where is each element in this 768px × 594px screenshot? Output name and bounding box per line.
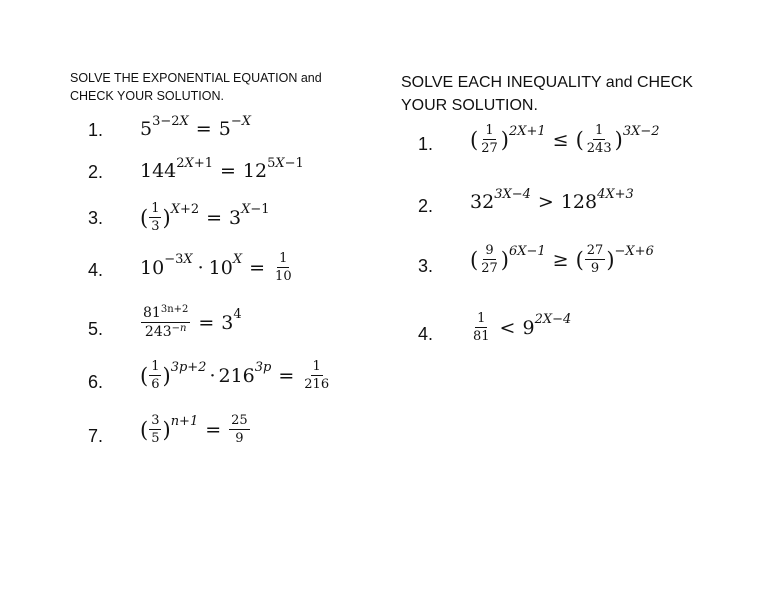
numerator: 1 bbox=[312, 359, 321, 374]
exponent: n+1 bbox=[170, 414, 199, 429]
close-paren: ) bbox=[162, 363, 171, 388]
numerator: 25 bbox=[231, 413, 248, 428]
exponent-variable: X bbox=[241, 202, 251, 217]
exponent: 4X+3 bbox=[597, 186, 634, 202]
denominator: 27 bbox=[481, 141, 498, 156]
denominator: 5 bbox=[151, 431, 160, 446]
problem-number: 3. bbox=[88, 208, 104, 228]
problem-number: 1. bbox=[418, 134, 434, 154]
exponent-variable: X bbox=[232, 252, 243, 267]
relation: = bbox=[205, 418, 222, 441]
numerator bbox=[141, 306, 190, 323]
denominator: 9 bbox=[235, 431, 244, 446]
numerator: 1 bbox=[279, 251, 288, 266]
numerator: 1 bbox=[595, 123, 604, 138]
equations-heading bbox=[70, 69, 370, 105]
exponent: 3−2 bbox=[152, 113, 180, 129]
inequality-expression bbox=[470, 124, 660, 155]
open-paren: ( bbox=[470, 247, 479, 272]
exponent: − bbox=[230, 113, 242, 129]
inequality-expression bbox=[470, 312, 571, 343]
problem-number: 2. bbox=[418, 196, 434, 216]
exponent-variable: X bbox=[183, 252, 193, 267]
exponent-variable: X bbox=[184, 155, 194, 171]
equations-heading-line1: SOLVE THE EXPONENTIAL EQUATION and bbox=[70, 71, 322, 85]
base: 12 bbox=[242, 160, 268, 182]
exponent: +2 bbox=[179, 202, 200, 217]
equation-expression bbox=[140, 252, 295, 283]
exponent: 2X+1 bbox=[508, 124, 546, 139]
inequalities-heading-line2: YOUR SOLUTION. bbox=[401, 97, 538, 114]
problem-number: 2. bbox=[88, 162, 104, 182]
base: 243 bbox=[144, 324, 172, 340]
close-paren: ) bbox=[614, 127, 623, 152]
inequalities-heading bbox=[401, 71, 741, 117]
base: 10 bbox=[140, 256, 165, 279]
exponent: −1 bbox=[250, 202, 270, 217]
exponent-variable: X bbox=[241, 113, 251, 129]
exponent: −3 bbox=[164, 252, 184, 267]
close-paren: ) bbox=[606, 247, 615, 272]
close-paren: ) bbox=[162, 417, 171, 442]
equations-section bbox=[70, 69, 370, 105]
base: 216 bbox=[218, 364, 255, 387]
exponent: 3p+2 bbox=[170, 360, 207, 375]
exponent: 3p bbox=[254, 360, 272, 375]
problem-number: 6. bbox=[88, 372, 104, 392]
fraction bbox=[229, 414, 250, 445]
relation: > bbox=[537, 191, 554, 213]
inequality-expression bbox=[470, 186, 634, 213]
fraction bbox=[149, 360, 161, 391]
relation: < bbox=[499, 316, 516, 339]
denominator: 9 bbox=[590, 261, 600, 276]
exponent: 3n+2 bbox=[160, 304, 189, 315]
numerator: 1 bbox=[151, 359, 160, 374]
exponent: 2 bbox=[176, 155, 185, 171]
numerator: 1 bbox=[485, 123, 494, 138]
denominator: 3 bbox=[151, 219, 160, 234]
relation: = bbox=[198, 311, 215, 334]
fraction bbox=[479, 244, 500, 275]
close-paren: ) bbox=[500, 127, 509, 152]
fraction bbox=[141, 306, 190, 339]
exponent: 3X−4 bbox=[494, 186, 531, 202]
base: 144 bbox=[140, 160, 177, 182]
relation: ≥ bbox=[552, 248, 569, 271]
exponent: 3X−2 bbox=[622, 124, 660, 139]
problem-number: 4. bbox=[418, 324, 434, 344]
base: 9 bbox=[522, 316, 535, 339]
multiply-dot: · bbox=[197, 256, 204, 279]
equation-expression bbox=[140, 414, 251, 445]
exponent: −n bbox=[171, 323, 187, 334]
base: 3 bbox=[229, 206, 242, 229]
exponent: 6X−1 bbox=[508, 244, 546, 259]
denominator: 6 bbox=[151, 377, 160, 392]
relation: = bbox=[249, 256, 266, 279]
open-paren: ( bbox=[140, 417, 149, 442]
exponent-variable: X bbox=[275, 155, 285, 171]
open-paren: ( bbox=[575, 127, 584, 152]
problem-number: 5. bbox=[88, 319, 104, 339]
numerator: 1 bbox=[151, 201, 160, 216]
base: 81 bbox=[143, 305, 161, 321]
numerator: 9 bbox=[485, 243, 494, 258]
close-paren: ) bbox=[162, 205, 171, 230]
fraction bbox=[149, 414, 161, 445]
denominator bbox=[143, 323, 189, 339]
exponent: 2X−4 bbox=[534, 312, 572, 327]
open-paren: ( bbox=[575, 247, 584, 272]
numerator: 27 bbox=[586, 243, 604, 258]
relation: ≤ bbox=[552, 128, 569, 151]
denominator: 216 bbox=[304, 377, 330, 392]
problem-number: 3. bbox=[418, 256, 434, 276]
base: 32 bbox=[470, 191, 495, 213]
exponent: −X+6 bbox=[614, 244, 654, 259]
inequality-expression bbox=[470, 244, 654, 275]
base: 3 bbox=[221, 311, 234, 334]
exponent: +1 bbox=[193, 155, 213, 171]
exponent: −1 bbox=[284, 155, 304, 171]
inequalities-section bbox=[401, 71, 741, 117]
numerator: 3 bbox=[151, 413, 160, 428]
exponent: 5 bbox=[267, 155, 276, 171]
equations-heading-line2: CHECK YOUR SOLUTION. bbox=[70, 89, 224, 104]
base: 10 bbox=[208, 256, 233, 279]
problem-number: 4. bbox=[88, 260, 104, 280]
open-paren: ( bbox=[140, 363, 149, 388]
denominator: 243 bbox=[586, 141, 612, 156]
equation-expression bbox=[140, 306, 242, 339]
equation-expression bbox=[140, 202, 270, 233]
exponent-variable: X bbox=[170, 202, 180, 217]
equation-expression bbox=[140, 360, 332, 391]
fraction bbox=[471, 312, 492, 343]
exponent: 4 bbox=[233, 307, 242, 322]
denominator: 10 bbox=[275, 269, 292, 284]
multiply-dot: · bbox=[209, 364, 216, 387]
exponent-variable: X bbox=[179, 113, 189, 129]
base: 5 bbox=[218, 118, 231, 140]
relation: = bbox=[219, 160, 236, 182]
fraction bbox=[479, 124, 500, 155]
problem-number: 1. bbox=[88, 120, 104, 140]
fraction bbox=[585, 244, 606, 275]
base: 128 bbox=[560, 191, 598, 213]
base: 5 bbox=[140, 118, 153, 140]
numerator: 1 bbox=[477, 311, 486, 326]
open-paren: ( bbox=[470, 127, 479, 152]
denominator: 27 bbox=[481, 261, 498, 276]
problem-number: 7. bbox=[88, 426, 104, 446]
fraction bbox=[302, 360, 331, 391]
open-paren: ( bbox=[140, 205, 149, 230]
relation: = bbox=[278, 364, 295, 387]
equation-expression bbox=[140, 155, 304, 182]
denominator: 81 bbox=[473, 329, 490, 344]
fraction bbox=[149, 202, 161, 233]
fraction bbox=[585, 124, 614, 155]
relation: = bbox=[206, 206, 223, 229]
relation: = bbox=[195, 118, 212, 140]
inequalities-heading-line1: SOLVE EACH INEQUALITY and CHECK bbox=[401, 74, 693, 91]
equation-expression bbox=[140, 113, 251, 140]
fraction bbox=[273, 252, 294, 283]
close-paren: ) bbox=[500, 247, 509, 272]
